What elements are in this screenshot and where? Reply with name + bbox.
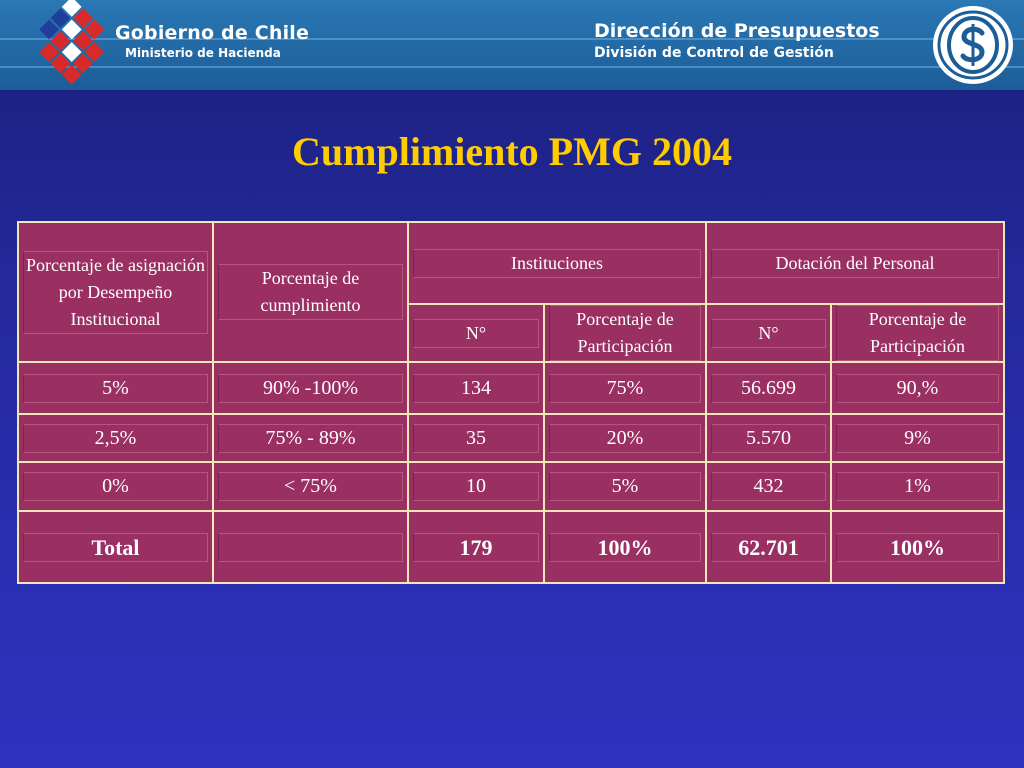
cell-value: 179 <box>413 533 539 562</box>
cell-value: 10 <box>413 472 539 501</box>
cell-dot-n <box>706 414 831 462</box>
cell-value: 100% <box>836 533 999 562</box>
cell-total-inst-n <box>408 511 544 583</box>
cell-inst-n <box>408 362 544 414</box>
cell-dot-n <box>706 462 831 511</box>
cell-cumplimiento <box>213 414 408 462</box>
cell-value: 56.699 <box>711 374 826 403</box>
header-bar <box>0 0 1024 90</box>
cell-value: 90,% <box>836 374 999 403</box>
cell-value: 5.570 <box>711 424 826 453</box>
cell-dot-n <box>706 362 831 414</box>
slide-title: Cumplimiento PMG 2004 <box>292 129 732 174</box>
cell-value: 75% <box>549 374 701 403</box>
subheader-cell-inst-n <box>408 304 544 362</box>
cell-total-dot-pct <box>831 511 1004 583</box>
cell-inst-pct <box>544 462 706 511</box>
ministerio-subtitle: Ministerio de Hacienda <box>125 46 281 60</box>
header-label: Porcentaje de Participación <box>549 305 701 361</box>
cell-asignacion <box>18 414 213 462</box>
cell-cumplimiento <box>213 462 408 511</box>
subheader-cell-inst-pct <box>544 304 706 362</box>
header-label: Dotación del Personal <box>711 249 999 278</box>
header-label: N° <box>413 319 539 348</box>
division-subtitle: División de Control de Gestión <box>594 45 834 61</box>
header-label: Instituciones <box>413 249 701 278</box>
cell-total-cumplimiento <box>213 511 408 583</box>
direccion-title: Dirección de Presupuestos <box>594 20 880 42</box>
cell-total-label <box>18 511 213 583</box>
cell-cumplimiento <box>213 362 408 414</box>
cell-dot-pct <box>831 362 1004 414</box>
cell-total-inst-pct <box>544 511 706 583</box>
header-label: Porcentaje de Participación <box>836 305 999 361</box>
cell-inst-pct <box>544 414 706 462</box>
cumplimiento-table <box>17 221 1005 584</box>
cell-inst-n <box>408 462 544 511</box>
cell-value <box>218 533 403 562</box>
cell-inst-n <box>408 414 544 462</box>
gobierno-de-chile-logo-icon <box>4 0 114 90</box>
subheader-cell-dot-n <box>706 304 831 362</box>
table-row <box>18 462 1004 511</box>
header-label: Porcentaje de cumplimiento <box>218 264 403 320</box>
cell-total-dot-n <box>706 511 831 583</box>
gobierno-title: Gobierno de Chile <box>115 22 310 44</box>
header-stripe <box>0 66 1024 68</box>
dipres-seal-icon <box>930 4 1016 86</box>
table-row <box>18 362 1004 414</box>
header-label: N° <box>711 319 826 348</box>
cell-value: Total <box>23 533 208 562</box>
subheader-cell-dot-pct <box>831 304 1004 362</box>
cell-value: 35 <box>413 424 539 453</box>
table-header-row <box>18 222 1004 304</box>
cell-asignacion <box>18 462 213 511</box>
table-total-row <box>18 511 1004 583</box>
cell-value: 134 <box>413 374 539 403</box>
cell-value: < 75% <box>218 472 403 501</box>
header-cell-asignacion <box>18 222 213 362</box>
cell-dot-pct <box>831 414 1004 462</box>
header-cell-dotacion <box>706 222 1004 304</box>
header-cell-instituciones <box>408 222 706 304</box>
cell-value: 90% -100% <box>218 374 403 403</box>
cell-value: 2,5% <box>23 424 208 453</box>
cell-value: 20% <box>549 424 701 453</box>
cell-value: 100% <box>549 533 701 562</box>
header-label: Porcentaje de asignación por Desempeño Institucional <box>23 251 208 334</box>
cell-value: 5% <box>549 472 701 501</box>
table-row <box>18 414 1004 462</box>
cell-inst-pct <box>544 362 706 414</box>
cell-value: 1% <box>836 472 999 501</box>
cell-value: 9% <box>836 424 999 453</box>
header-cell-cumplimiento <box>213 222 408 362</box>
cell-value: 0% <box>23 472 208 501</box>
cell-value: 432 <box>711 472 826 501</box>
cell-value: 5% <box>23 374 208 403</box>
cell-asignacion <box>18 362 213 414</box>
cell-value: 62.701 <box>711 533 826 562</box>
cell-dot-pct <box>831 462 1004 511</box>
cell-value: 75% - 89% <box>218 424 403 453</box>
